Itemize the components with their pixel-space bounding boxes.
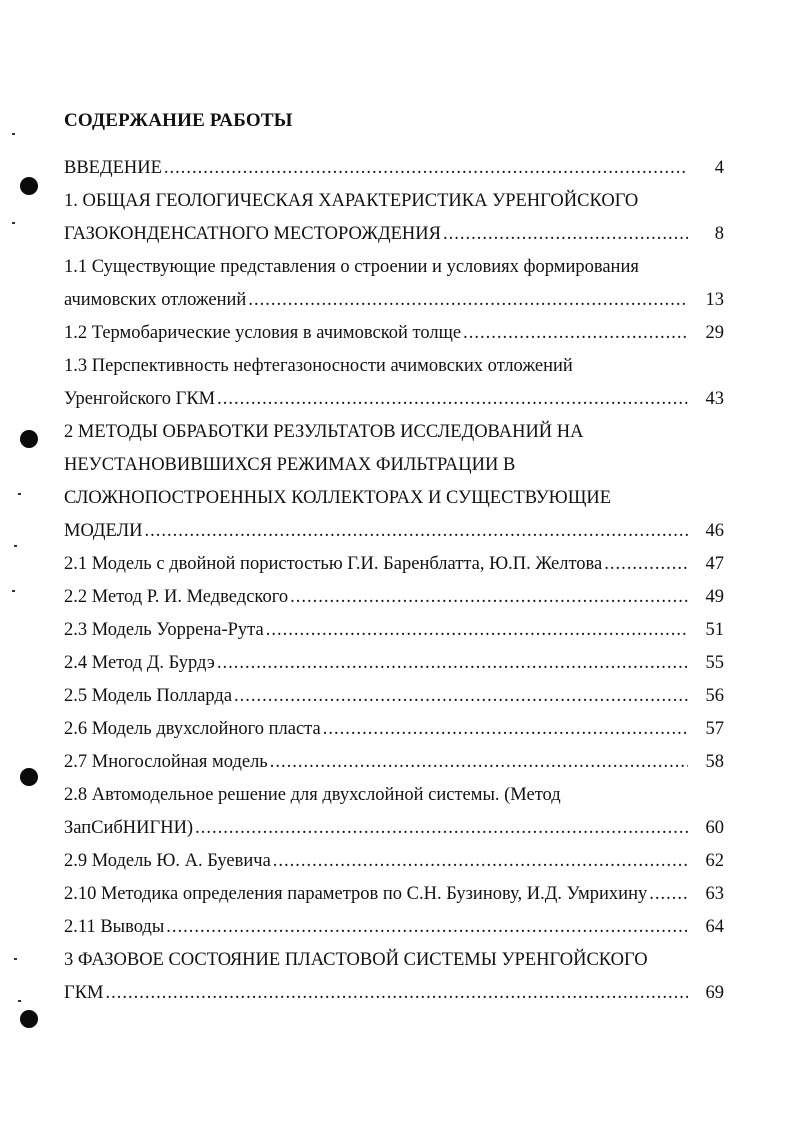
toc-entry: 2.9 Модель Ю. А. Буевича ..... 62 [64, 843, 724, 873]
toc-entry: ЗапСибНИГНИ) ..... 60 [64, 810, 724, 840]
scan-speck [12, 590, 15, 592]
page-title: СОДЕРЖАНИЕ РАБОТЫ [64, 110, 293, 131]
toc-entry: 1.1 Существующие представления о строении и условиях формирования [64, 257, 639, 277]
toc-entry: 2.3 Модель Уоррена-Рута ..... 51 [64, 612, 724, 642]
toc-entry: СЛОЖНОПОСТРОЕННЫХ КОЛЛЕКТОРАХ И СУЩЕСТВУЮЩИЕ [64, 488, 612, 508]
toc-entry: МОДЕЛИ ..... 46 [64, 513, 724, 543]
scan-speck [12, 133, 15, 135]
toc-entry: 2.7 Многослойная модель ..... 58 [64, 744, 724, 774]
toc-entry: 1.2 Термобарические условия в ачимовской толще ..... 29 [64, 315, 724, 345]
scan-speck [12, 222, 15, 224]
binder-hole-mark [20, 177, 38, 195]
toc-entry: 1.3 Перспективность нефтегазоносности ачимовских отложений [64, 356, 573, 376]
toc-entry: 2.10 Методика определения параметров по С.Н. Бузинову, И.Д. Умрихину ..... 63 [64, 876, 724, 906]
toc-entry: ГАЗОКОНДЕНСАТНОГО МЕСТОРОЖДЕНИЯ ..... 8 [64, 216, 724, 246]
toc-entry: 1. ОБЩАЯ ГЕОЛОГИЧЕСКАЯ ХАРАКТЕРИСТИКА УРЕНГОЙСКОГО [64, 191, 639, 211]
toc-entry: Уренгойского ГКМ ..... 43 [64, 381, 724, 411]
toc-entry: 2.11 Выводы ..... 64 [64, 909, 724, 939]
scan-speck [18, 493, 21, 495]
toc-entry: 2 МЕТОДЫ ОБРАБОТКИ РЕЗУЛЬТАТОВ ИССЛЕДОВАНИЙ НА [64, 422, 584, 442]
toc-entry: ГКМ ..... 69 [64, 975, 724, 1005]
scan-speck [18, 1000, 21, 1002]
binder-hole-mark [20, 1010, 38, 1028]
scan-speck [14, 545, 17, 547]
toc-entry: 2.6 Модель двухслойного пласта ..... 57 [64, 711, 724, 741]
toc-entry: 2.2 Метод Р. И. Медведского ..... 49 [64, 579, 724, 609]
toc-entry: 3 ФАЗОВОЕ СОСТОЯНИЕ ПЛАСТОВОЙ СИСТЕМЫ УРЕНГОЙСКОГО [64, 950, 648, 970]
toc-entry: 2.5 Модель Полларда ..... 56 [64, 678, 724, 708]
toc-entry: НЕУСТАНОВИВШИХСЯ РЕЖИМАХ ФИЛЬТРАЦИИ В [64, 455, 516, 475]
toc-entry: ачимовских отложений ..... 13 [64, 282, 724, 312]
binder-hole-mark [20, 430, 38, 448]
toc-entry: 2.1 Модель с двойной пористостью Г.И. Баренблатта, Ю.П. Желтова ..... 47 [64, 546, 724, 576]
scan-speck [14, 958, 17, 960]
toc-entry: 2.4 Метод Д. Бурдэ ..... 55 [64, 645, 724, 675]
toc-entry: 2.8 Автомодельное решение для двухслойной системы. (Метод [64, 785, 561, 805]
binder-hole-mark [20, 768, 38, 786]
toc-entry: ВВЕДЕНИЕ ..... 4 [64, 150, 724, 180]
